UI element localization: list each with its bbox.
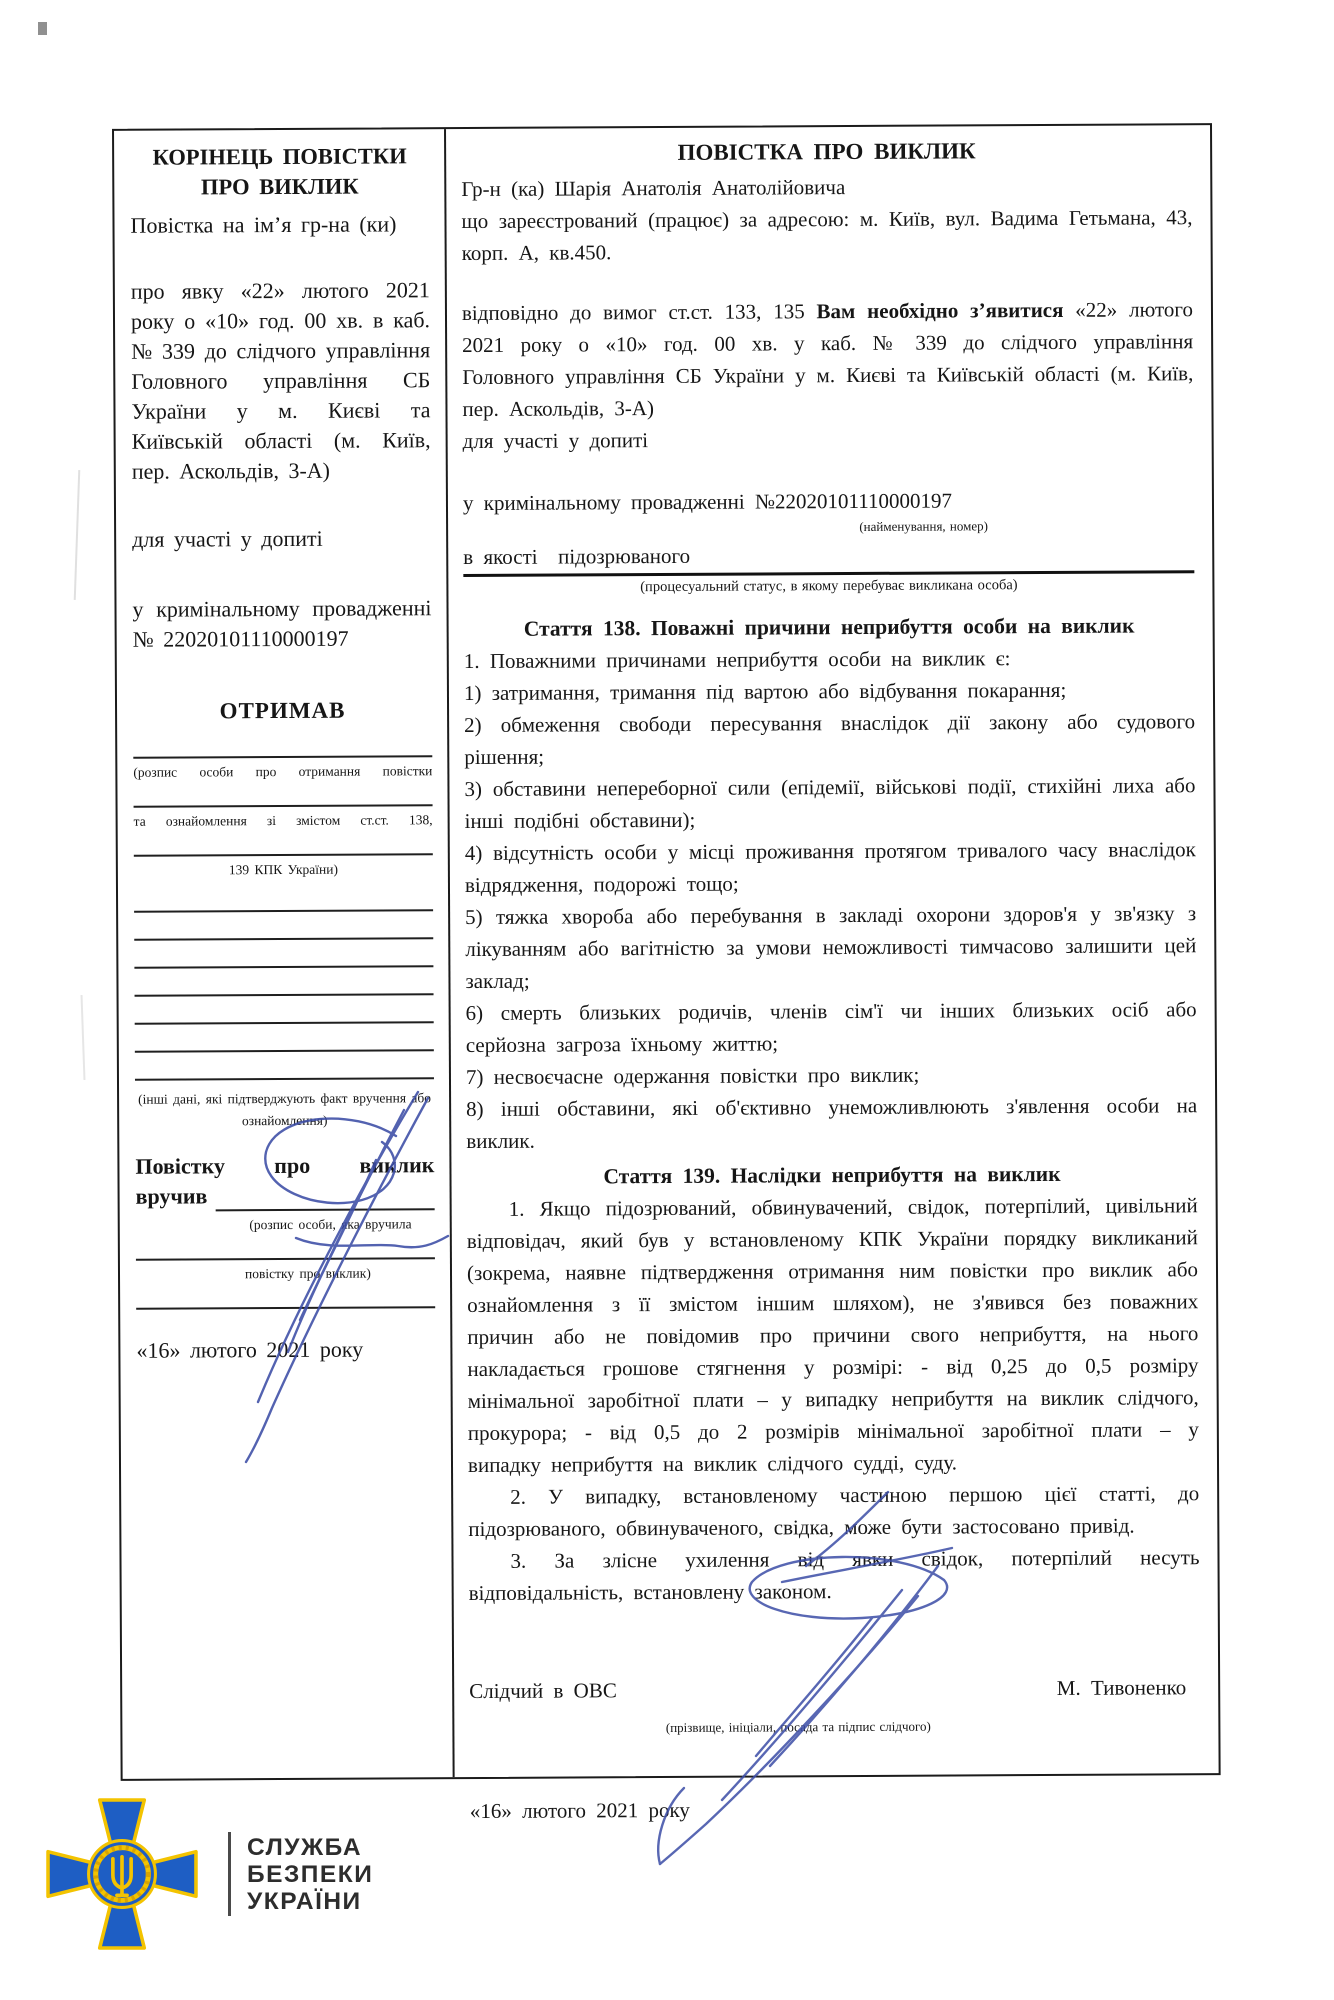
requirement-bold: Вам необхідно з’явитися: [816, 297, 1064, 324]
summons-column: [446, 125, 1219, 1824]
signature-blank-line: [134, 939, 433, 969]
signature-blank-line: [136, 1232, 435, 1261]
stub-name-line: Повістка на ім’я гр-на (ки): [130, 211, 397, 238]
stub-other-note-2: ознайомлення): [241, 1112, 328, 1129]
article-138-item: 4) відсутність особи у місці проживання протягом тривалого часу внаслідок відрядження, подорожі тощо;: [464, 837, 1196, 898]
requirement-rest: «22» лютого 2021 року о «10» год. 00 хв. у каб. № 339 до слідчого управління Головного управління СБ України у м. Києві та Київській області (м. Київ, пер. Аскольдів, 3-А): [462, 297, 1194, 422]
article-138-item: 5) тяжка хвороба або перебування в закладі охорони здоров'я у зв'язку з лікуванням або вагітністю за умови неможливості тимчасово залишити цей заклад;: [465, 901, 1197, 994]
signature-blank-line: [133, 779, 432, 808]
article-139-paragraph: 2. У випадку, встановленому частиною першою цієї статті, до підозрюваного, обвинуваченого, свідка, може бути застосовано привід.: [468, 1481, 1200, 1542]
stub-received-heading: ОТРИМАВ: [219, 697, 346, 724]
stub-handed-note-1: (розпис особи, яка вручила: [249, 1216, 412, 1233]
sbu-org-name-line: БЕЗПЕКИ: [247, 1860, 374, 1888]
signature-blank-line: [136, 1281, 435, 1310]
sbu-org-name-line: СЛУЖБА: [247, 1833, 363, 1861]
signature-blank-line: [215, 1184, 434, 1211]
case-number-caption: (найменування, номер): [859, 518, 988, 534]
stub-purpose-line: для участі у допиті: [132, 525, 323, 552]
sbu-logo: [46, 1798, 373, 1950]
investigator-row: [469, 1671, 1200, 1707]
stub-blank-lines: [134, 883, 434, 1081]
investigator-caption: (прізвище, ініціали, посада та підпис слідчого): [665, 1718, 931, 1736]
stub-date-line: «16» лютого 2021 року: [136, 1336, 364, 1363]
stub-appearance-text: про явку «22» лютого 2021 року о «10» год. 00 хв. в каб. № 339 до слідчого управління Головного управління СБ України у м. Києві та Київській області (м. Київ, пер. Аскольдів, 3-А): [130, 277, 431, 484]
stub-sign-note-1: (розпис особи про отримання повістки: [133, 763, 433, 780]
stub-sign-note-2: та ознайомлення зі змістом ст.ст. 138,: [133, 812, 433, 829]
logo-divider: [228, 1832, 231, 1916]
stub-handed-word: вручив: [135, 1183, 208, 1209]
article-138-item: 1) затримання, тримання під вартою або відбування покарання;: [463, 677, 1067, 706]
summons-address: що зареєстрований (працює) за адресою: м. Київ, вул. Вадима Гетьмана, 43, корп. А, кв.450.: [461, 205, 1193, 266]
article-138-title: Стаття 138. Поважні причини неприбуття особи на виклик: [523, 613, 1135, 641]
signature-blank-line: [135, 995, 434, 1025]
scan-artifact: [81, 995, 86, 1080]
scan-artifact: [38, 22, 47, 35]
sbu-org-name: [247, 1834, 373, 1915]
article-138-item: 7) несвоєчасне одержання повістки про виклик;: [465, 1062, 920, 1090]
summons-status: в якості підозрюваного: [463, 537, 1194, 577]
signature-blank-line: [134, 911, 433, 941]
signature-blank-line: [134, 883, 433, 913]
summons-case-number: у кримінальному провадженні №22020101110000197: [462, 488, 952, 516]
signature-blank-line: [134, 828, 433, 857]
stub-handed-line-2: [136, 1180, 435, 1212]
article-139-paragraph: 3. За злісне ухилення від явки свідок, потерпілий несуть відповідальність, встановлену законом.: [468, 1545, 1200, 1606]
article-139-paragraph: 1. Якщо підозрюваний, обвинувачений, свідок, потерпілий, цивільний відповідач, який був у встановленому КПК України порядку викликаний (зокрема, наявне підтвердження отримання ним повістки про виклик або ознайомлення з її змістом іншим шляхом), не з'явився без поважних причин або не повідомив про причини свого неприбуття, на нього накладається грошове стягнення у розмірі: - від 0,25 до 0,5 розміру мінімальної заробітної плати – у випадку неприбуття на виклик слідчого, прокурора; - від 0,5 до 2 розмірів мінімальної заробітної плати – у випадку неприбуття на виклик слідчого судді, суду.: [466, 1193, 1199, 1478]
scan-artifact: [74, 470, 81, 600]
article-138-item: 6) смерть близьких родичів, членів сім'ї чи інших близьких осіб або серйозна загроза їхньому життю;: [465, 997, 1197, 1058]
summons-requirement: [462, 293, 1194, 425]
summons-form-table: [112, 123, 1221, 1824]
sbu-org-name-line: УКРАЇНИ: [247, 1887, 362, 1915]
investigator-label: Слідчий в ОВС: [469, 1678, 617, 1704]
stub-handed-note-2: повістку про виклик): [244, 1265, 371, 1282]
article-138-intro: 1. Поважними причинами неприбуття особи на виклик є:: [463, 646, 1011, 674]
investigator-name: М. Тивоненко: [1056, 1675, 1187, 1700]
stub-handed-line-1: Повістку про виклик: [135, 1152, 435, 1179]
signature-blank-line: [135, 1051, 434, 1081]
article-139-title: Стаття 139. Наслідки неприбуття на виклик: [603, 1161, 1061, 1189]
stub-sign-note-3: 139 КПК України): [228, 861, 338, 878]
article-138-item: 2) обмеження свободи пересування внаслідок дії закону або судового рішення;: [464, 709, 1196, 770]
summons-addressee: Гр-н (ка) Шарія Анатолія Анатолійовича: [461, 175, 846, 202]
signature-blank-line: [133, 725, 432, 759]
summons-title: ПОВІСТКА ПРО ВИКЛИК: [677, 138, 976, 165]
stub-column: [114, 129, 455, 1779]
status-caption: (процесуальний статус, в якому перебуває викликана особа): [640, 577, 1018, 596]
sbu-emblem-icon: [46, 1798, 198, 1950]
article-138-item: 3) обставини непереборної сили (епідемії, військові події, стихійні лиха або інші подібні обставини);: [464, 773, 1196, 834]
stub-title: КОРІНЕЦЬ ПОВІСТКИ ПРО ВИКЛИК: [152, 143, 407, 200]
signature-blank-line: [135, 1023, 434, 1053]
stub-handed-block: [135, 1150, 435, 1310]
summons-purpose: для участі у допиті: [462, 428, 649, 454]
stub-case-number: у кримінальному провадженні № 22020101110000197: [132, 595, 432, 652]
summons-date-line: «16» лютого 2021 року: [469, 1797, 690, 1824]
article-138-item: 8) інші обставини, які об'єктивно унеможливлюють з'явлення особи на виклик.: [466, 1093, 1198, 1154]
stub-other-note-1: (інші дані, які підтверджують факт вручення або: [138, 1090, 432, 1107]
requirement-prefix: відповідно до вимог ст.ст. 133, 135: [461, 299, 817, 326]
signature-blank-line: [134, 967, 433, 997]
